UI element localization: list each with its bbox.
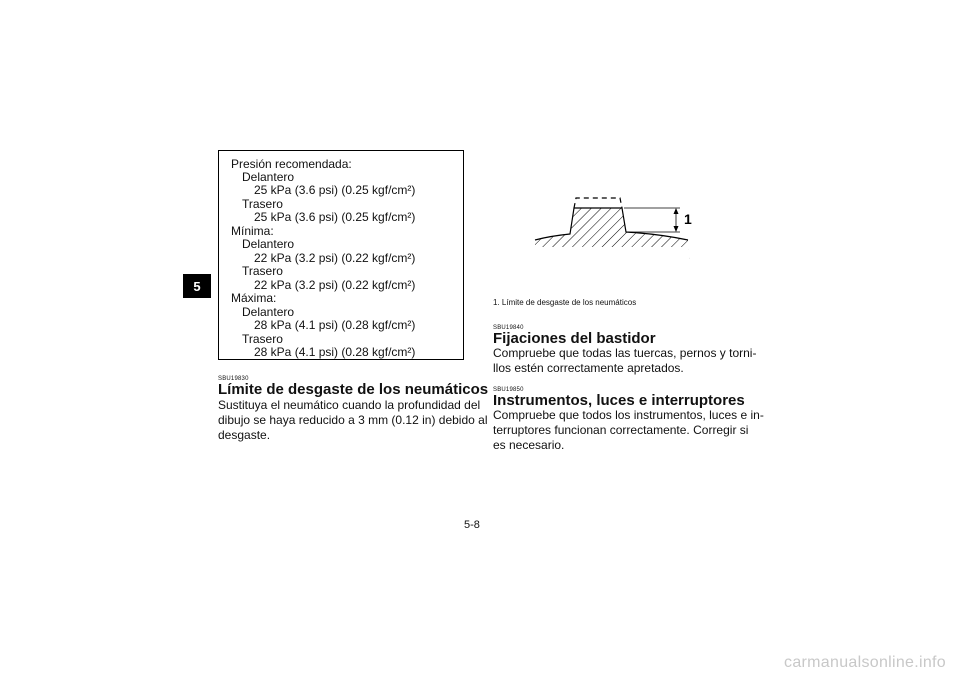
recommended-front-value: 25 kPa (3.6 psi) (0.25 kgf/cm²) [254,183,416,197]
instruments-code: SBU19850 [493,387,524,393]
chassis-heading: Fijaciones del bastidor [493,330,656,347]
maximum-rear-label: Trasero [242,332,283,346]
maximum-front-value: 28 kPa (4.1 psi) (0.28 kgf/cm²) [254,318,416,332]
watermark: carmanualsonline.info [784,654,946,671]
recommended-rear-value: 25 kPa (3.6 psi) (0.25 kgf/cm²) [254,210,416,224]
pressure-minimum-label: Mínima: [231,224,274,238]
wear-limit-heading: Límite de desgaste de los neumáticos [218,381,489,398]
recommended-rear-label: Trasero [242,197,283,211]
callout-number: 1 [684,211,692,227]
tire-section-hatch [530,190,700,260]
chassis-code: SBU19840 [493,325,524,331]
dimension-arrow-down [674,226,679,232]
chassis-body-line: llos estén correctamente apretados. [493,361,684,375]
maximum-rear-value: 28 kPa (4.1 psi) (0.28 kgf/cm²) [254,345,416,359]
wear-limit-body [218,398,488,443]
minimum-rear-label: Trasero [242,264,283,278]
instruments-body-line: es necesario. [493,438,565,452]
chassis-body-line: Compruebe que todas las tuercas, pernos y torni- [493,346,757,360]
instruments-body-line: Compruebe que todos los instrumentos, luces e in- [493,408,764,422]
page-number: 5-8 [464,519,480,531]
recommended-front-label: Delantero [242,170,295,184]
minimum-rear-value: 22 kPa (3.2 psi) (0.22 kgf/cm²) [254,278,416,292]
original-tread-outline [574,198,622,208]
pressure-maximum-label: Máxima: [231,291,277,305]
instruments-body-line: terruptores funcionan correctamente. Corregir si [493,423,749,437]
maximum-front-label: Delantero [242,305,295,319]
tire-pressure-box [218,150,464,360]
wear-limit-code: SBU19830 [218,376,249,382]
chapter-tab: 5 [183,274,211,298]
diagram-caption: 1. Límite de desgaste de los neumáticos [493,298,637,307]
wear-limit-body-line: Sustituya el neumático cuando la profundidad del [218,398,481,412]
minimum-front-value: 22 kPa (3.2 psi) (0.22 kgf/cm²) [254,251,416,265]
instruments-heading: Instrumentos, luces e interruptores [493,392,745,409]
minimum-front-label: Delantero [242,237,295,251]
instruments-body [493,408,764,453]
tread-wear-diagram [530,190,700,260]
wear-limit-body-line: desgaste. [218,428,271,442]
pressure-recommended-label: Presión recomendada: [231,157,352,171]
dimension-arrow-up [674,208,679,214]
chassis-body [493,346,757,376]
wear-limit-body-line: dibujo se haya reducido a 3 mm (0.12 in) debido al [218,413,488,427]
